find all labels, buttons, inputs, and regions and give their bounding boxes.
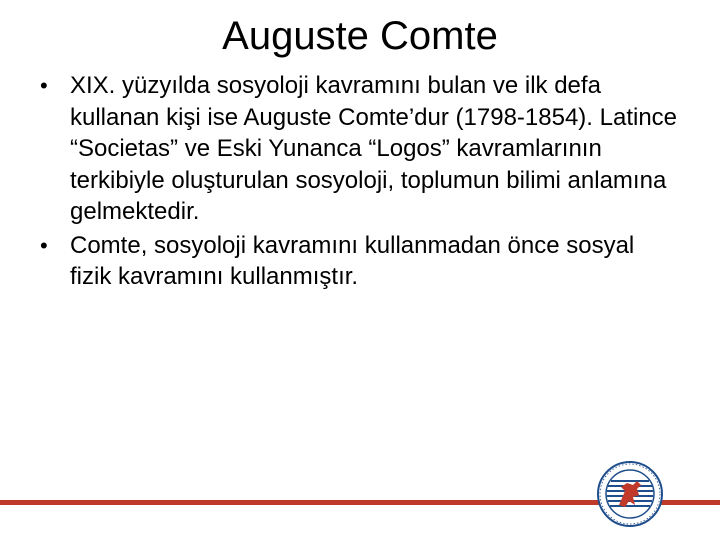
bullet-item [40,230,680,293]
bullet-text: XIX. yüzyılda sosyoloji kavramını bulan ve ilk defa kullanan kişi ise Auguste Comte’dur (1798-1854). Latince “Societas” ve Eski Yunanca “Logos” kavramlarının terkibiyle oluşturulan sosyoloji, toplumun bilimi anlamına gelmektedir. [70,72,678,225]
bullet-item [40,70,680,228]
university-seal-icon [597,461,663,527]
bullet-text: Comte, sosyoloji kavramını kullanmadan önce sosyal fizik kavramını kullanmıştır. [70,231,635,290]
bullet-list [40,70,680,295]
bullet-marker: • [40,73,48,98]
bullet-marker: • [40,232,48,258]
slide-title: Auguste Comte [222,14,498,58]
